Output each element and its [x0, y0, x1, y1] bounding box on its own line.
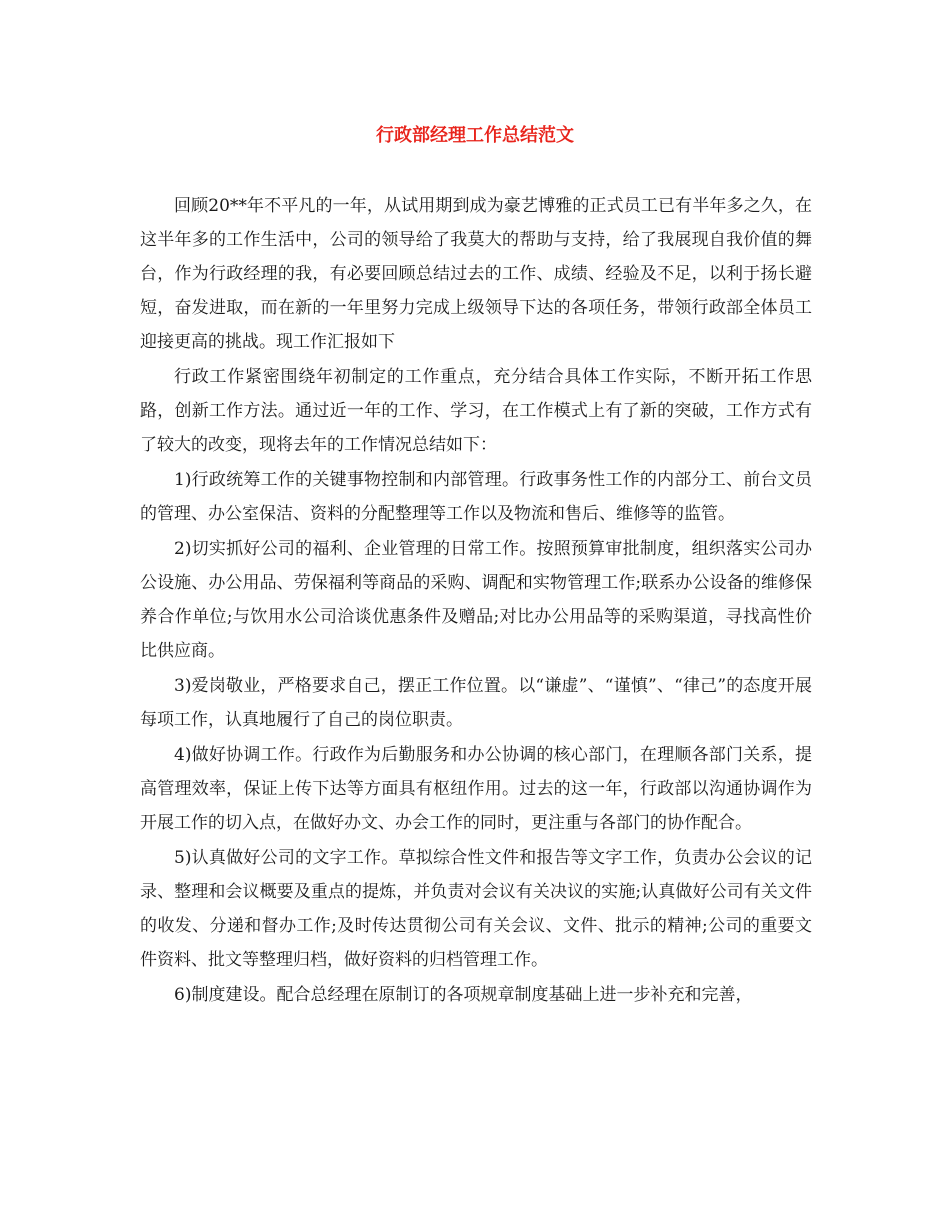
paragraph-item-6: 6)制度建设。配合总经理在原制订的各项规章制度基础上进一步补充和完善， — [174, 985, 753, 1005]
paragraph-item-1: 1)行政统筹工作的关键事物控制和内部管理。行政事务性工作的内部分工、前台文员的管理、办公室保洁、资料的分配整理等工作以及物流和售后、维修等的监管。 — [140, 470, 812, 524]
paragraph-overview: 行政工作紧密围绕年初制定的工作重点，充分结合具体工作实际，不断开拓工作思路，创新工作方法。通过近一年的工作、学习，在工作模式上有了新的突破，工作方式有了较大的改变，现将去年的工作情况总结如下： — [140, 367, 812, 455]
document-title: 行政部经理工作总结范文 — [376, 125, 574, 146]
paragraph-item-3: 3)爱岗敬业，严格要求自己，摆正工作位置。以“谦虚”、“谨慎”、“律己”的态度开展每项工作，认真地履行了自己的岗位职责。 — [140, 676, 812, 730]
document-body — [140, 189, 812, 1013]
paragraph-intro: 回顾20**年不平凡的一年，从试用期到成为豪艺博雅的正式员工已有半年多之久，在这半年多的工作生活中，公司的领导给了我莫大的帮助与支持，给了我展现自我价值的舞台，作为行政经理的我，有必要回顾总结过去的工作、成绩、经验及不足，以利于扬长避短，奋发进取，而在新的一年里努力完成上级领导下达的各项任务，带领行政部全体员工迎接更高的挑战。现工作汇报如下 — [140, 196, 812, 352]
paragraph-item-5: 5)认真做好公司的文字工作。草拟综合性文件和报告等文字工作，负责办公会议的记录、整理和会议概要及重点的提炼，并负责对会议有关决议的实施;认真做好公司有关文件的收发、分递和督办工作;及时传达贯彻公司有关会议、文件、批示的精神;公司的重要文件资料、批文等整理归档，做好资料的归档管理工作。 — [140, 848, 812, 970]
paragraph-item-4: 4)做好协调工作。行政作为后勤服务和办公协调的核心部门，在理顺各部门关系，提高管理效率，保证上传下达等方面具有枢纽作用。过去的这一年，行政部以沟通协调作为开展工作的切入点，在做好办文、办会工作的同时，更注重与各部门的协作配合。 — [140, 745, 812, 833]
paragraph-item-2: 2)切实抓好公司的福利、企业管理的日常工作。按照预算审批制度，组织落实公司办公设施、办公用品、劳保福利等商品的采购、调配和实物管理工作;联系办公设备的维修保养合作单位;与饮用水公司洽谈优惠条件及赠品;对比办公用品等的采购渠道，寻找高性价比供应商。 — [140, 539, 812, 661]
